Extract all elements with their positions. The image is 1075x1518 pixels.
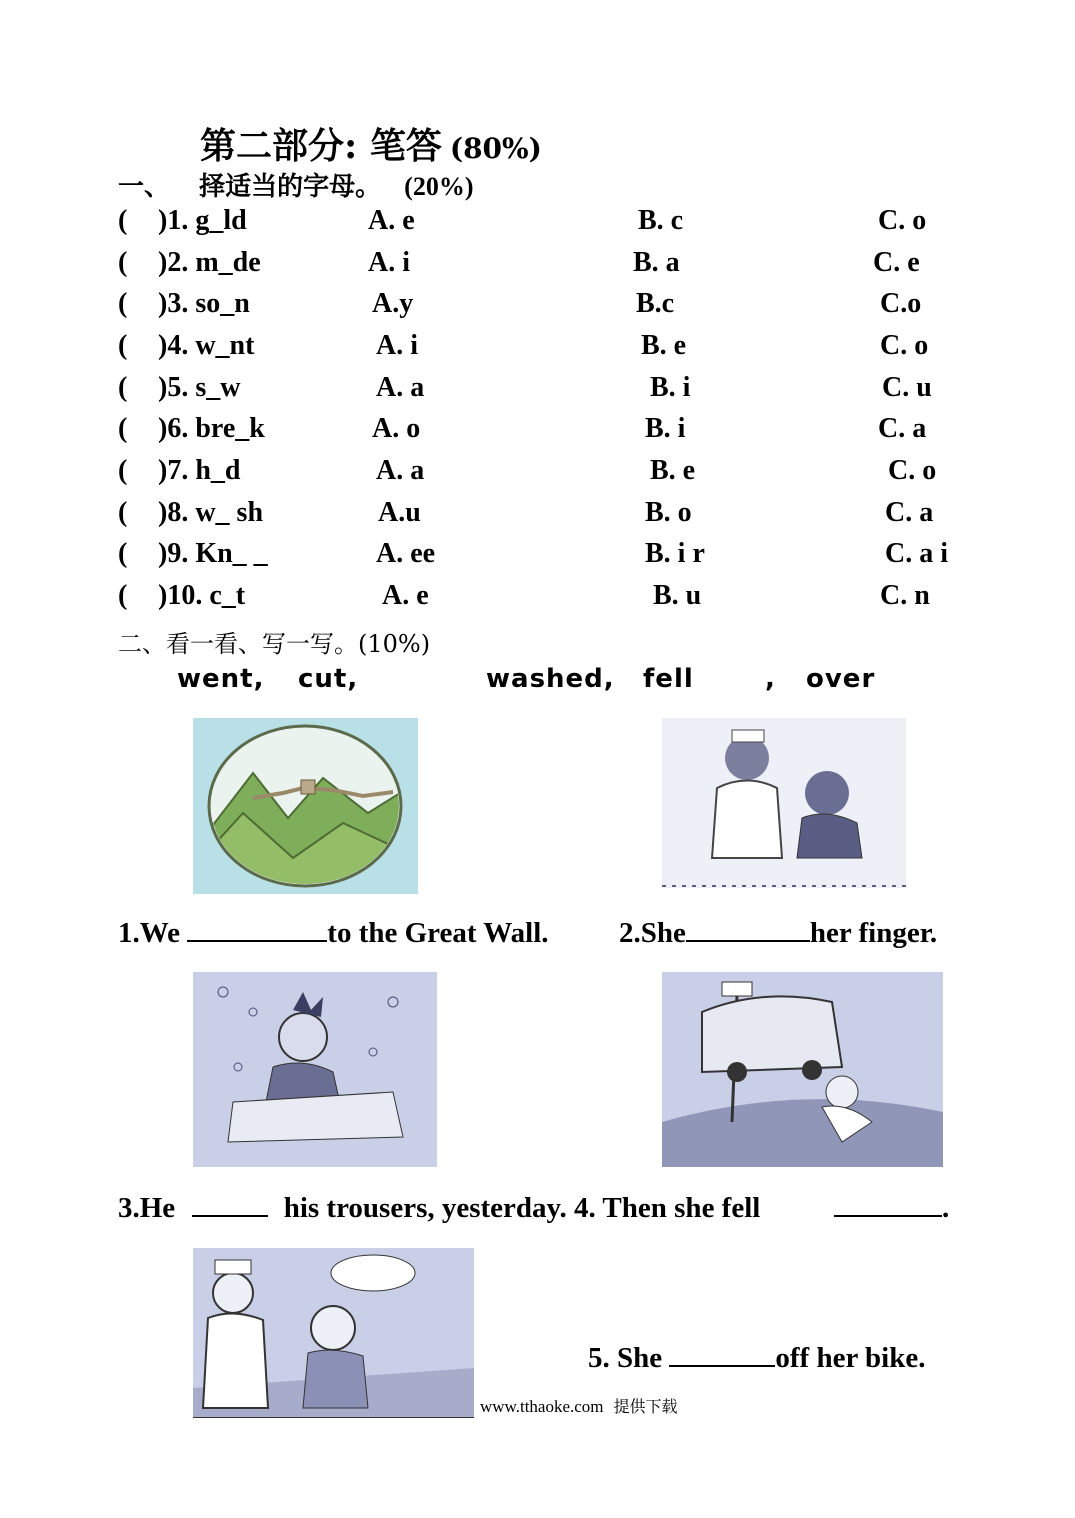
question-row: ( )5. s_w A. a B. i C. u [118, 372, 932, 403]
word-bank-item: washed, [486, 664, 615, 694]
question-row: ( )6. bre_k A. o B. i C. a [118, 413, 927, 444]
section2-heading: 二、看一看、写一写。(10%) [118, 630, 431, 658]
question-row: ( )3. so_n A.y B.c C.o [118, 288, 922, 319]
divider [193, 1417, 474, 1418]
answer-blank[interactable] [686, 916, 810, 942]
answer-blank[interactable] [834, 1191, 942, 1217]
question-row: ( )10. c_t A. e B. u C. n [118, 580, 930, 611]
sentence-2: 2.She her finger. [619, 917, 938, 949]
sentence-1: 1.We to the Great Wall. [118, 917, 549, 949]
title-text: 第二部分: 笔答 [200, 125, 442, 167]
word-bank-item: , [765, 664, 776, 694]
page-title [200, 118, 542, 169]
word-bank-item: over [806, 664, 876, 694]
section1-percent: (20%) [404, 172, 474, 201]
sentence-4-blank: . [834, 1191, 949, 1225]
question-row: ( )7. h_d A. a B. e C. o [118, 455, 937, 486]
word-bank-item: fell [643, 664, 694, 694]
question-row: ( )2. m_de A. i B. a C. e [118, 247, 920, 278]
section1-label: 一、 [118, 172, 171, 202]
footer [480, 1394, 678, 1417]
section1-heading [118, 166, 473, 203]
answer-blank[interactable] [669, 1341, 775, 1367]
footer-note: 提供下载 [613, 1397, 678, 1416]
girl-bus-picture [662, 972, 943, 1167]
answer-blank[interactable] [192, 1191, 268, 1217]
great-wall-picture [193, 718, 418, 894]
nurse-boy-picture [662, 718, 906, 888]
footer-url[interactable]: www.tthaoke.com [480, 1397, 604, 1416]
section1-text: 择适当的字母。 [199, 172, 382, 202]
boy-washing-picture [193, 972, 437, 1167]
sentence-3: 3.He his trousers, yesterday. 4. Then she fell [118, 1192, 761, 1224]
question-row: ( )8. w_ sh A.u B. o C. a [118, 497, 934, 528]
question-row: ( )9. Kn_ _ A. ee B. i r C. a i [118, 538, 948, 569]
word-bank-item: went, [177, 664, 265, 694]
sentence-5: 5. She off her bike. [588, 1342, 926, 1374]
doctor-girl-picture [193, 1248, 474, 1418]
title-percent: (80%) [449, 132, 542, 165]
question-row: ( )4. w_nt A. i B. e C. o [118, 330, 929, 361]
word-bank-item: cut, [298, 664, 359, 694]
question-row: ( )1. g_ld A. e B. c C. o [118, 205, 927, 236]
answer-blank[interactable] [187, 916, 327, 942]
